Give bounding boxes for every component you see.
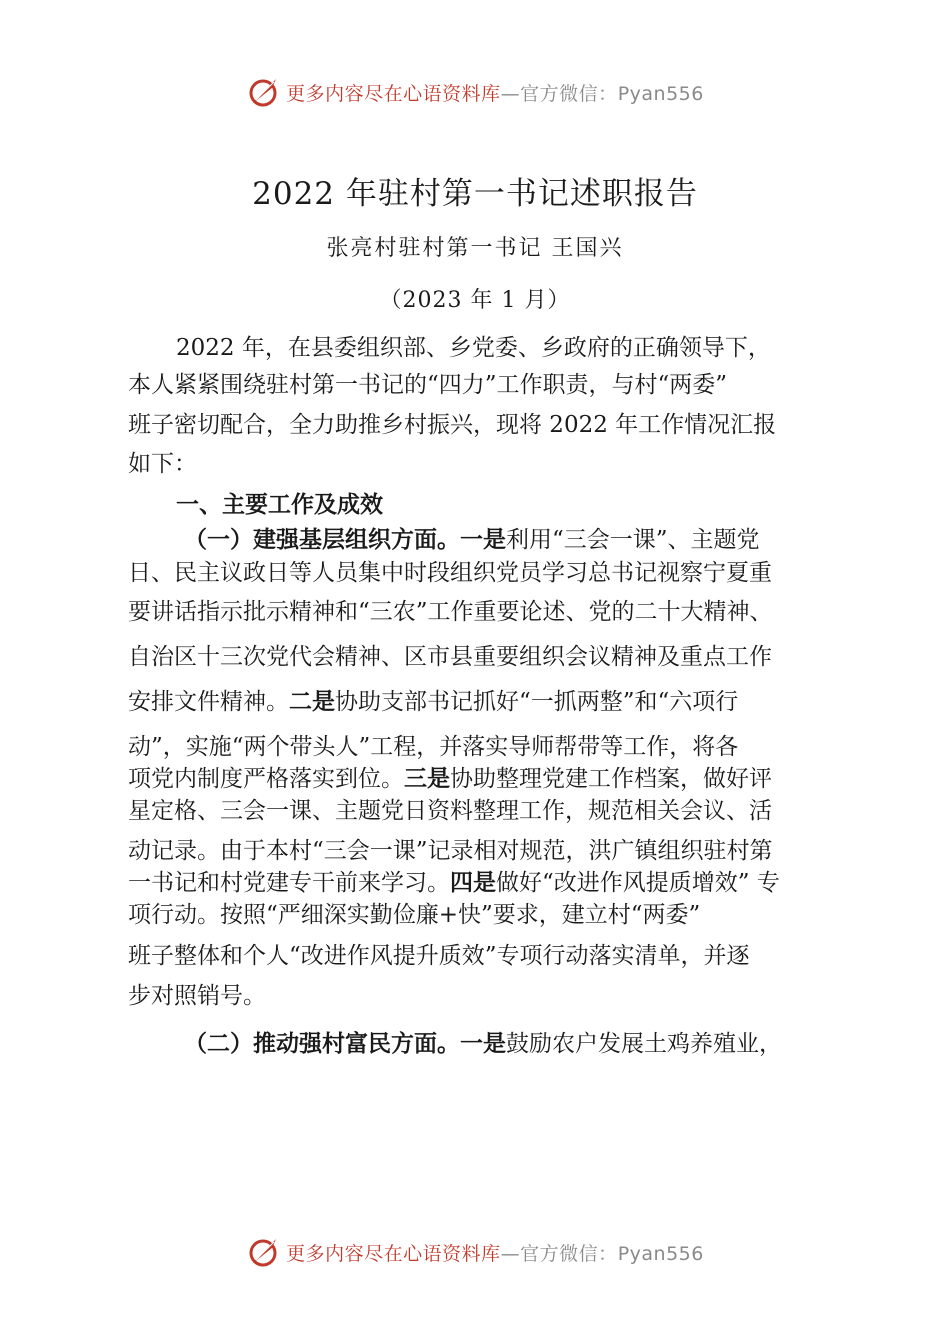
document-title: 2022 年驻村第一书记述职报告 <box>252 176 698 212</box>
watermark-text: 更多内容尽在心语资料库—官方微信：Pyan556 <box>286 82 704 105</box>
para1-line: 步对照销号。 <box>128 983 266 1009</box>
para2-line: （二）推动强村富民方面。一是鼓励农户发展土鸡养殖业， <box>184 1030 782 1057</box>
document-body <box>128 0 848 1100</box>
para2-heading: （二）推动强村富民方面。 <box>184 1030 460 1057</box>
document-subtitle: 张亮村驻村第一书记 王国兴 <box>326 236 624 261</box>
intro-line: 本人紧紧围绕驻村第一书记的“四力”工作职责，与村“两委” <box>128 372 728 398</box>
intro-line: 班子密切配合，全力助推乡村振兴，现将 2022 年工作情况汇报 <box>128 412 777 438</box>
para1-line: 项行动。按照“严细深实勤俭廉+快”要求，建立村“两委” <box>128 902 701 928</box>
para1-line: 日、民主议政日等人员集中时段组织党员学习总书记视察宁夏重 <box>128 560 772 586</box>
para1-line: （一）建强基层组织方面。一是利用“三会一课”、主题党 <box>184 526 760 553</box>
intro-line: 2022 年，在县委组织部、乡党委、乡政府的正确领导下， <box>176 335 771 361</box>
para1-line: 自治区十三次党代会精神、区市县重要组织会议精神及重点工作 <box>128 644 772 670</box>
para1-line: 星定格、三会一课、主题党日资料整理工作，规范相关会议、活 <box>128 798 772 824</box>
para1-line: 项党内制度严格落实到位。三是协助整理党建工作档案，做好评 <box>128 766 772 792</box>
watermark-bottom <box>0 1232 950 1272</box>
quill-logo-icon <box>246 1234 282 1270</box>
para1-line: 班子整体和个人“改进作风提升质效”专项行动落实清单，并逐 <box>128 943 750 969</box>
para1-line: 一书记和村党建专干前来学习。四是做好“改进作风提质增效” 专 <box>128 870 780 896</box>
para1-line: 要讲话指示批示精神和“三农”工作重要论述、党的二十大精神、 <box>128 599 773 625</box>
para1-line: 动记录。由于本村“三会一课”记录相对规范，洪广镇组织驻村第 <box>128 838 773 864</box>
para1-heading: （一）建强基层组织方面。 <box>184 526 460 553</box>
para1-line: 安排文件精神。二是协助支部书记抓好“一抓两整”和“六项行 <box>128 689 739 715</box>
watermark-text: 更多内容尽在心语资料库—官方微信：Pyan556 <box>286 1242 704 1265</box>
intro-line: 如下： <box>128 451 197 477</box>
section-heading: 一、主要工作及成效 <box>176 492 383 518</box>
document-date: （2023 年 1 月） <box>379 288 571 313</box>
para1-line: 动”，实施“两个带头人”工程，并落实导师帮带等工作，将各 <box>128 734 739 760</box>
